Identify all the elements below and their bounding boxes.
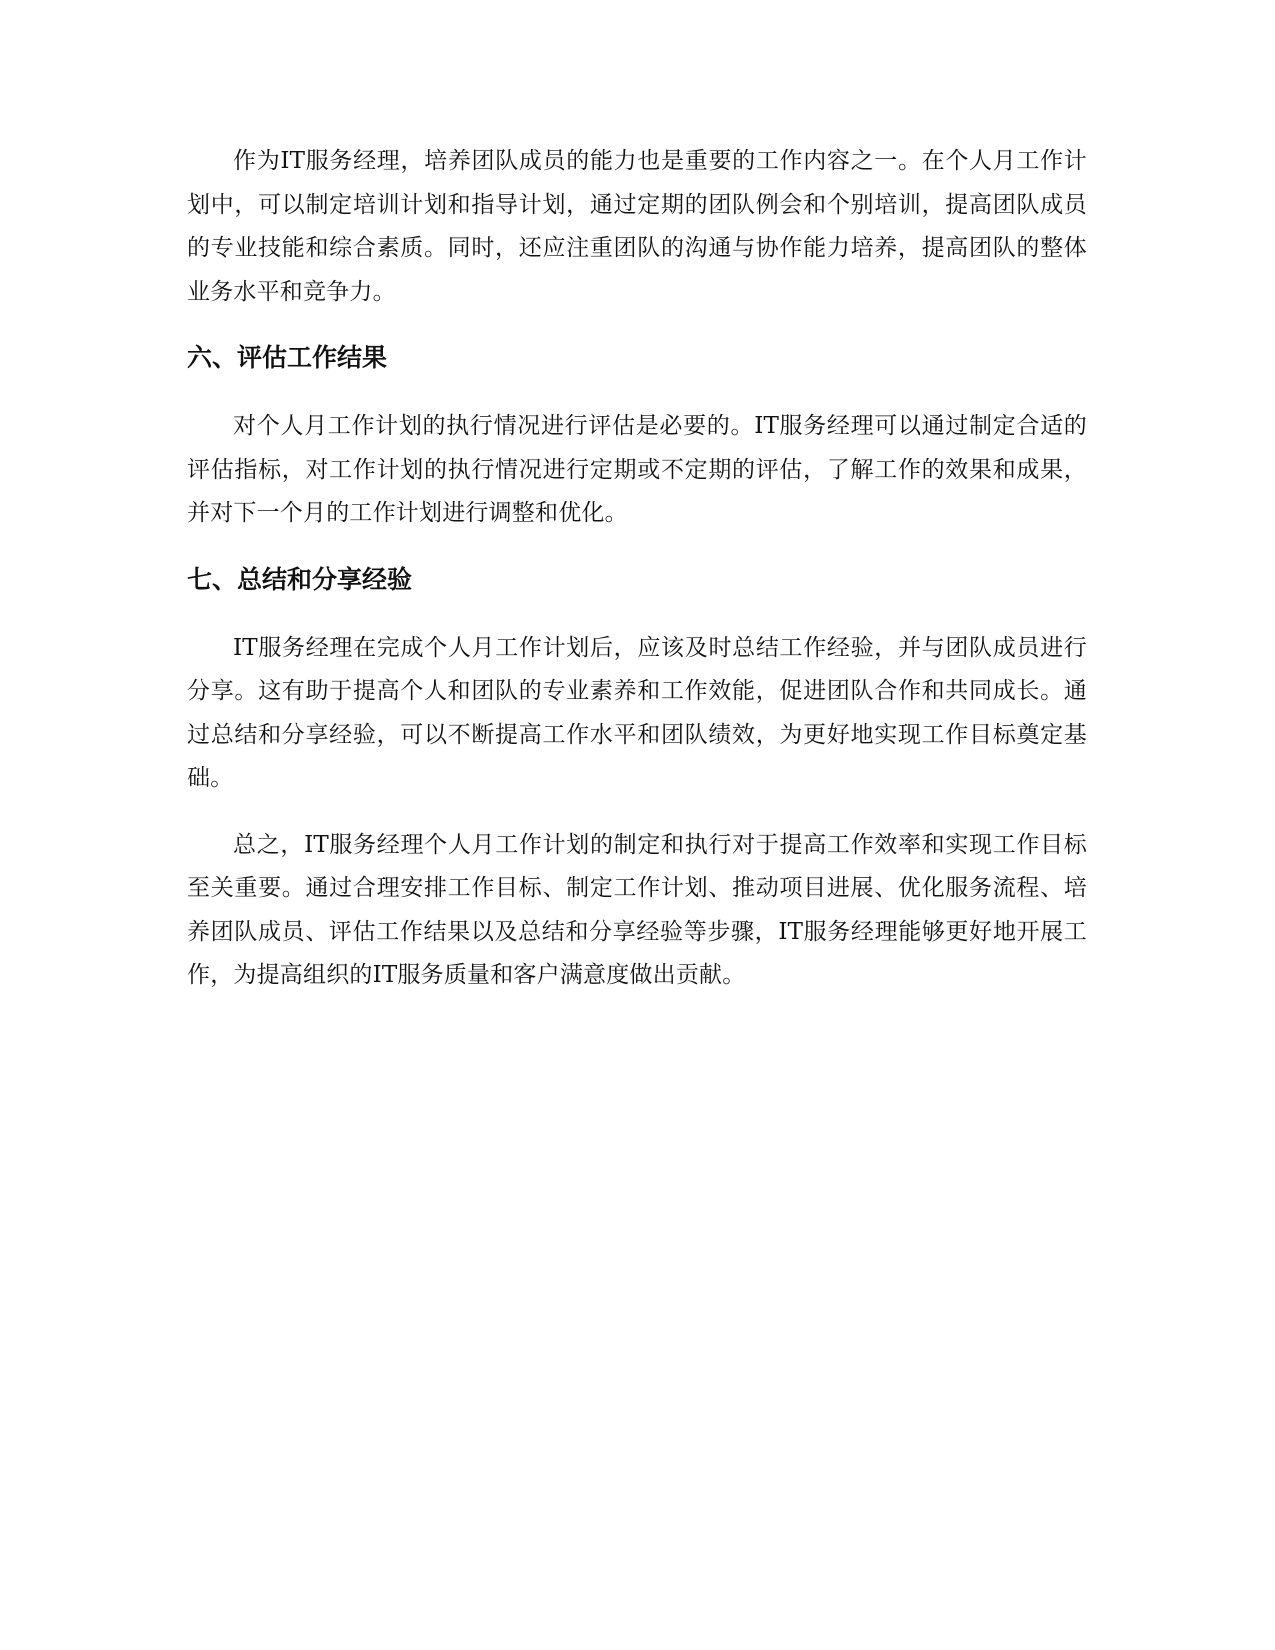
document-body [187, 140, 1087, 998]
section-heading-evaluate-results: 六、评估工作结果 [187, 343, 388, 372]
paragraph-summarize-share: IT服务经理在完成个人月工作计划后，应该及时总结工作经验，并与团队成员进行分享。这有助于提高个人和团队的专业素养和工作效能，促进团队合作和共同成长。通过总结和分享经验，可以不断提高工作水平和团队绩效，为更好地实现工作目标奠定基础。 [187, 634, 1087, 791]
paragraph-evaluate-results: 对个人月工作计划的执行情况进行评估是必要的。IT服务经理可以通过制定合适的评估指标，对工作计划的执行情况进行定期或不定期的评估，了解工作的效果和成果，并对下一个月的工作计划进行调整和优化。 [187, 413, 1087, 526]
paragraph-team-training: 作为IT服务经理，培养团队成员的能力也是重要的工作内容之一。在个人月工作计划中，可以制定培训计划和指导计划，通过定期的团队例会和个别培训，提高团队成员的专业技能和综合素质。同时，还应注重团队的沟通与协作能力培养，提高团队的整体业务水平和竞争力。 [187, 148, 1087, 305]
section-heading-summarize-share: 七、总结和分享经验 [187, 564, 413, 594]
paragraph-conclusion: 总之，IT服务经理个人月工作计划的制定和执行对于提高工作效率和实现工作目标至关重要。通过合理安排工作目标、制定工作计划、推动项目进展、优化服务流程、培养团队成员、评估工作结果以及总结和分享经验等步骤，IT服务经理能够更好地开展工作，为提高组织的IT服务质量和客户满意度做出贡献。 [187, 831, 1087, 988]
